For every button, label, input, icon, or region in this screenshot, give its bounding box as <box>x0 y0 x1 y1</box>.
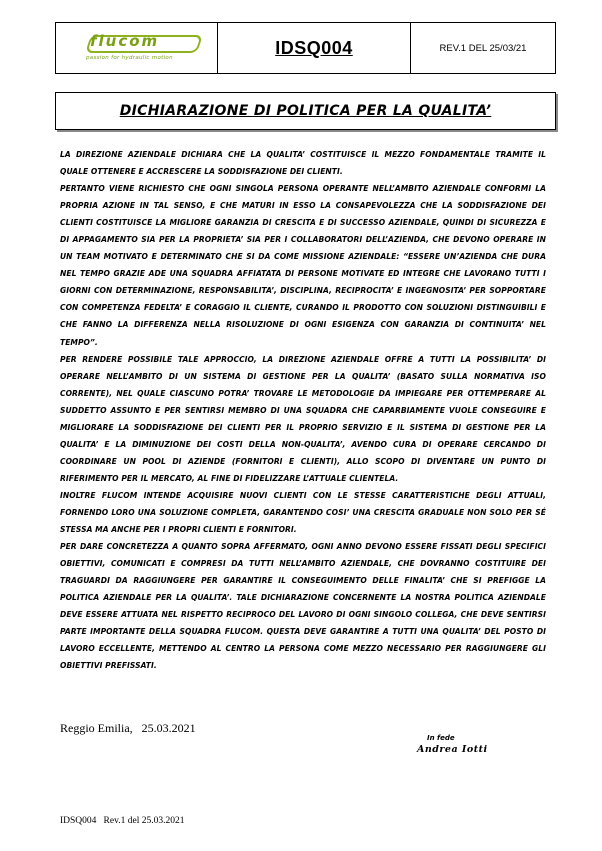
paragraph: INOLTRE FLUCOM INTENDE ACQUISIRE NUOVI CLIENTI CON LE STESSE CARATTERISTICHE DEGLI ATTUALI, FORNENDO LORO UNA SOLUZIONE COMPLETA, GARANTENDO COSI’ UNA CRESCITA GRADUALE NON SOLO PER SÉ STESSA MA ANCHE PER I PROPRI CLIENTI E FORNITORI. <box>60 490 546 535</box>
doc-code-cell <box>218 23 411 73</box>
revision-label: REV.1 DEL 25/03/21 <box>439 42 527 54</box>
doc-code: IDSQ004 <box>275 37 353 58</box>
signature: Andrea Iotti <box>417 744 488 755</box>
paragraph: PER RENDERE POSSIBILE TALE APPROCCIO, LA DIREZIONE AZIENDALE OFFRE A TUTTI LA POSSIBILITA’ DI OPERARE NELL’AMBITO DI UN SISTEMA DI GESTIONE PER LA QUALITA’ (BASATO SULLA NORMATIVA ISO CORRENTE), NEL QUALE CIASCUNO POTRA’ TROVARE LE METODOLOGIE DA IMPIEGARE PER OTTEMPERARE AL SUDDETTO ASSUNTO E PER SENTIRSI MEMBRO DI UNA SQUADRA CHE CAPARBIAMENTE VUOLE CONSEGUIRE E MIGLIORARE LA SODDISFAZIONE DEI CLIENTI PER IL PROPRIO SERVIZIO E IL SISTEMA DI GESTIONE PER LA QUALITA’ E LA DIMINUZIONE DEI COSTI DELLA NON-QUALITA’, AVENDO CURA DI OPERARE CERCANDO DI COORDINARE UN POOL DI AZIENDE (FORNITORI E CLIENTI), ALLO SCOPO DI DIVENTARE UN PUNTO DI RIFERIMENTO PER IL MERCATO, AL FINE DI FIDELIZZARE L’ATTUALE CLIENTELA. <box>60 354 546 483</box>
logo-cell <box>56 23 218 73</box>
page-footer: IDSQ004 Rev.1 del 25.03.2021 <box>60 816 185 826</box>
logo-tagline: passion for hydraulic motion <box>86 55 173 61</box>
policy-body <box>60 146 546 674</box>
page-title: DICHIARAZIONE DI POLITICA PER LA QUALITA’ <box>119 103 492 119</box>
document-header <box>55 22 556 74</box>
paragraph: PER DARE CONCRETEZZA A QUANTO SOPRA AFFERMATO, OGNI ANNO DEVONO ESSERE FISSATI DEGLI SPECIFICI OBIETTIVI, COMUNICATI E COMPRESI DA TUTTI NELL’AMBITO AZIENDALE, CHE DOVRANNO COSTITUIRE DEI TRAGUARDI DA RAGGIUNGERE PER GARANTIRE IL CONSEGUIMENTO DELLE FINALITA’ CHE SI PREFIGGE LA POLITICA AZIENDALE PER LA QUALITA’. TALE DICHIARAZIONE CONCERNENTE LA NOSTRA POLITICA AZIENDALE DEVE ESSERE ATTUATA NEL RISPETTO RECIPROCO DEL LAVORO DI OGNI SINGOLO COLLEGA, CHE DEVE SENTIRSI PARTE IMPORTANTE DELLA SQUADRA FLUCOM. QUESTA DEVE GARANTIRE A TUTTI UNA QUALITA’ DEL POSTO DI LAVORO ECCELLENTE, METTENDO AL CENTRO LA PERSONA COME MEZZO NECESSARIO PER RAGGIUNGERE GLI OBIETTIVI PREFISSATI. <box>60 542 546 671</box>
signoff: In fede <box>427 734 455 742</box>
paragraph: LA DIREZIONE AZIENDALE DICHIARA CHE LA QUALITA’ COSTITUISCE IL MEZZO FONDAMENTALE TRAMITE IL QUALE OTTENERE E ACCRESCERE LA SODDISFAZIONE DEI CLIENTI. <box>60 150 546 177</box>
flucom-logo: flucom <box>90 32 160 50</box>
place-date: Reggio Emilia, 25.03.2021 <box>60 721 196 735</box>
revision-cell <box>411 23 555 73</box>
paragraph: PERTANTO VIENE RICHIESTO CHE OGNI SINGOLA PERSONA OPERANTE NELL’AMBITO AZIENDALE CONFORMI LA PROPRIA AZIONE IN TAL SENSO, E CHE MATURI IN ESSO LA CONSAPEVOLEZZA CHE LA SODDISFAZIONE DEI CLIENTI COSTITUISCE LA MIGLIORE GARANZIA DI CRESCITA E DI SUCCESSO AZIENDALE, QUINDI DI SICUREZZA E DI APPAGAMENTO SIA PER LA PROPRIETA’ SIA PER I COLLABORATORI DELL’AZIENDA, CHE DEVONO OPERARE IN UN TEAM MOTIVATO E DETERMINATO CHE SI DA COME MISSIONE AZIENDALE: “ESSERE UN’AZIENDA CHE DURA NEL TEMPO GRAZIE ADE UNA SQUADRA AFFIATATA DI PERSONE MOTIVATE ED INTEGRE CHE LAVORANO TUTTI I GIORNI CON DETERMINAZIONE, RESPONSABILITA’, DISCIPLINA, RECIPROCITA’ E INGEGNOSITA’ PER SOPPORTARE CON COMPETENZA FEDELTA’ E CORAGGIO IL CLIENTE, CURANDO IL PRODOTTO CON SOLUZIONI DISTINGUIBILI E CHE FANNO LA DIFFERENZA NELLA RISOLUZIONE DI OGNI ESIGENZA CON GARANZIA DI CONTINUITA’ NEL TEMPO”. <box>60 184 546 347</box>
title-box <box>55 92 556 130</box>
